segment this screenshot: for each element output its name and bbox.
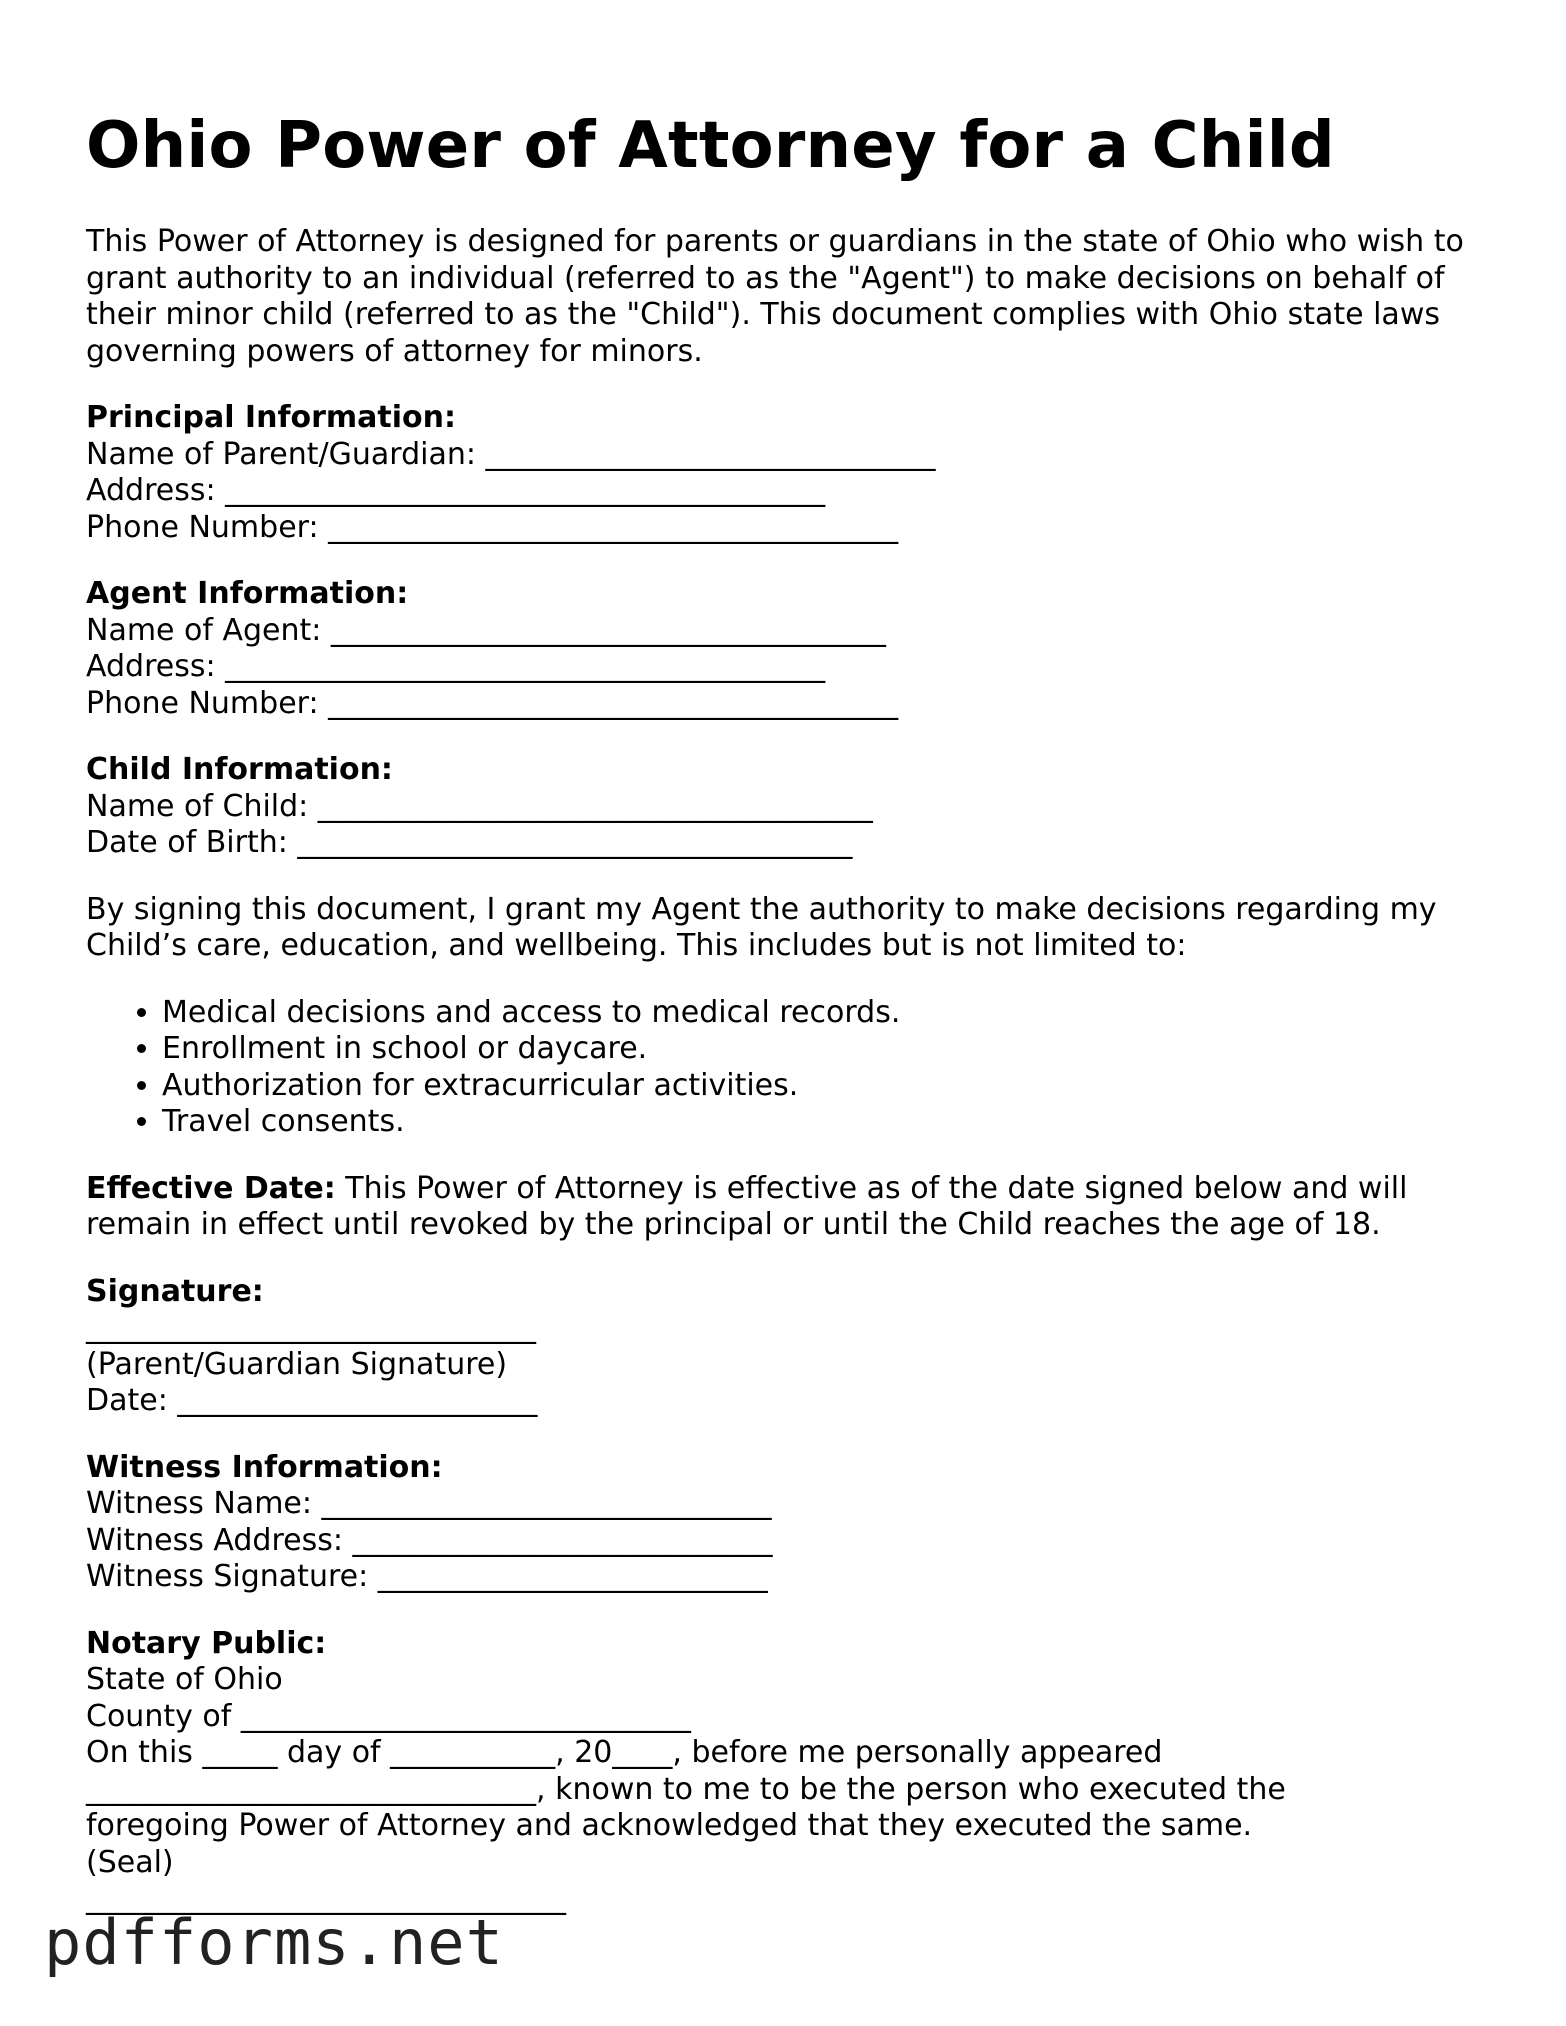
authority-paragraph: By signing this document, I grant my Agent the authority to make decisions regarding my Child’s care, education, and wellbeing. This includes but is not limited to: (86, 891, 1437, 963)
agent-heading: Agent Information: (86, 576, 409, 611)
agent-section (86, 576, 1486, 722)
child-heading: Child Information: (86, 752, 393, 787)
notary-acknowledgement: foregoing Power of Attorney and acknowledged that they executed the same. (86, 1808, 1253, 1843)
principal-phone-field[interactable]: Phone Number: ______________________________________ (86, 509, 899, 545)
watermark-logo: pdfforms.net (44, 1906, 504, 1979)
list-item: • Enrollment in school or daycare. (162, 1031, 1486, 1068)
signature-section (86, 1274, 1486, 1420)
effective-date-paragraph (86, 1171, 1486, 1244)
principal-section (86, 400, 1486, 546)
agent-address-field[interactable]: Address: ________________________________________ (86, 649, 826, 684)
intro-paragraph: This Power of Attorney is designed for parents or guardians in the state of Ohio who wish to grant authority to an individual (referred to as the "Agent") to make decisions on behalf of their minor child (referred to as the "Child"). This document complies with Ohio state laws governing powers of attorney for minors. (86, 224, 1464, 369)
agent-name-field[interactable]: Name of Agent: _____________________________________ (86, 612, 886, 648)
witness-signature-field[interactable]: Witness Signature: __________________________ (86, 1559, 768, 1594)
notary-date-line[interactable]: On this _____ day of ___________, 20____, before me personally appeared (86, 1735, 1163, 1770)
notary-seal: (Seal) (86, 1844, 174, 1880)
list-item: • Travel consents. (162, 1104, 1486, 1141)
witness-section (86, 1450, 1486, 1596)
page-title: Ohio Power of Attorney for a Child (86, 109, 1335, 183)
child-section (86, 752, 1486, 862)
child-dob-field[interactable]: Date of Birth: _____________________________________ (86, 825, 853, 860)
signature-caption: (Parent/Guardian Signature) (86, 1346, 508, 1382)
notary-county-field[interactable]: County of ______________________________ (86, 1698, 691, 1734)
signature-heading: Signature: (86, 1273, 264, 1309)
principal-heading: Principal Information: (86, 400, 457, 435)
notary-heading: Notary Public: (86, 1625, 327, 1661)
effective-date-label: Effective Date: (86, 1170, 336, 1206)
principal-address-field[interactable]: Address: ________________________________________ (86, 473, 826, 508)
list-item: • Authorization for extracurricular activities. (162, 1068, 1486, 1105)
effective-date-text: This Power of Attorney is effective as of the date signed below and will remain in effect until revoked by the principal or until the Child reaches the age of 18. (86, 1170, 1408, 1242)
child-name-field[interactable]: Name of Child: _____________________________________ (86, 788, 873, 824)
document-page (86, 106, 1486, 1918)
signature-date-field[interactable]: Date: ________________________ (86, 1383, 538, 1418)
principal-name-field[interactable]: Name of Parent/Guardian: ______________________________ (86, 436, 936, 472)
signature-line[interactable]: ______________________________ (86, 1310, 536, 1345)
notary-state: State of Ohio (86, 1662, 283, 1697)
notary-section (86, 1626, 1486, 1918)
witness-name-field[interactable]: Witness Name: ______________________________ (86, 1486, 772, 1521)
agent-phone-field[interactable]: Phone Number: ______________________________________ (86, 685, 899, 721)
notary-signature-line[interactable]: ________________________________ (86, 1881, 566, 1916)
notary-name-line[interactable]: ______________________________, known to me to be the person who executed the (86, 1771, 1286, 1807)
authority-list (86, 995, 1486, 1141)
witness-heading: Witness Information: (86, 1449, 443, 1485)
witness-address-field[interactable]: Witness Address: ____________________________ (86, 1522, 773, 1558)
list-item: • Medical decisions and access to medical records. (162, 995, 1486, 1032)
